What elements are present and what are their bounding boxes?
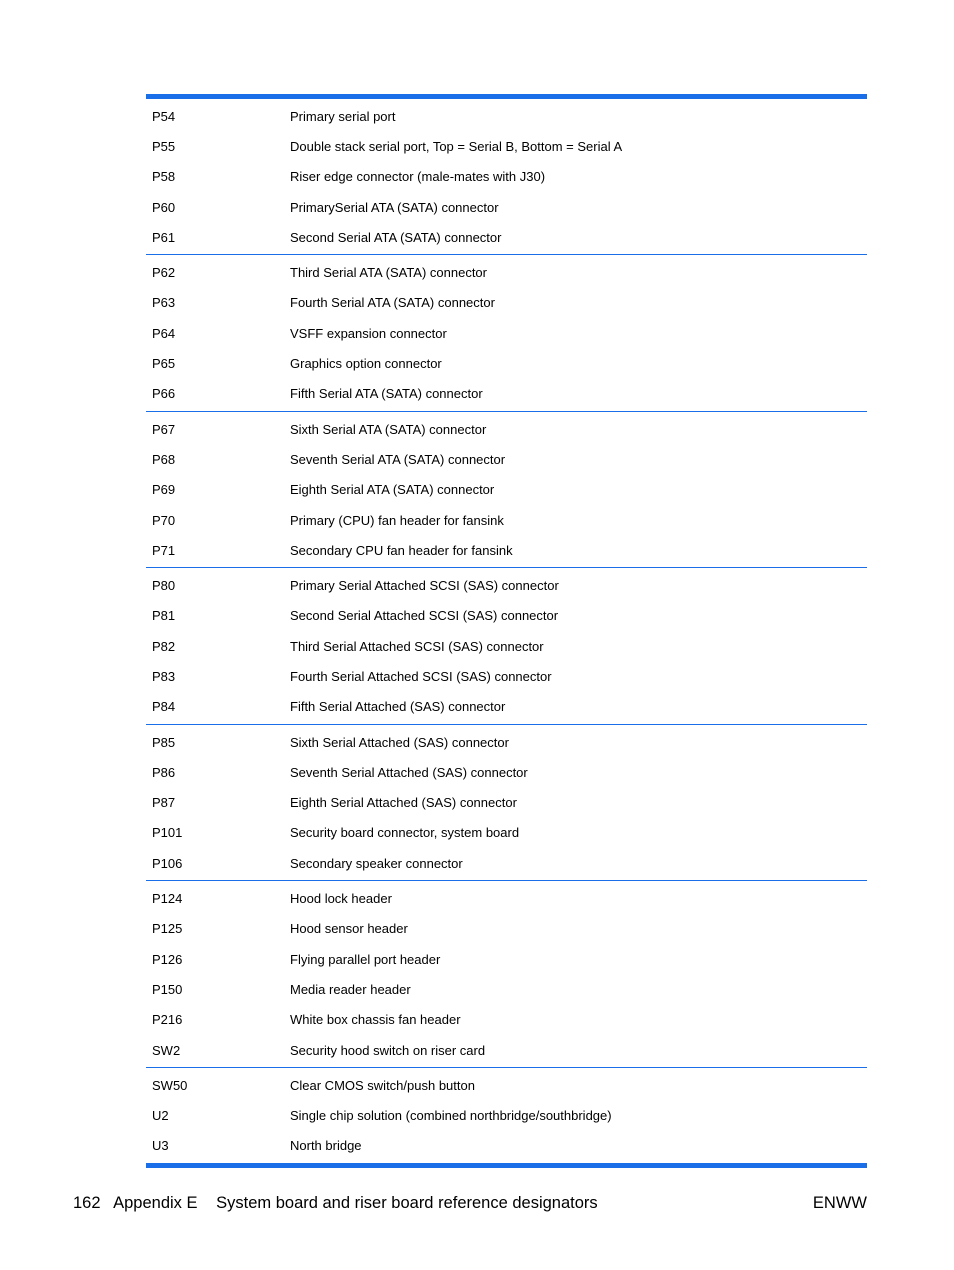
description-cell: North bridge xyxy=(290,1138,362,1154)
table-row xyxy=(146,848,867,878)
description-cell: Hood lock header xyxy=(290,891,392,907)
table-row-group xyxy=(146,880,867,1067)
table-row xyxy=(146,692,867,722)
table-row xyxy=(146,131,867,161)
designator-cell: P69 xyxy=(152,482,176,498)
description-cell: White box chassis fan header xyxy=(290,1012,461,1028)
table-row xyxy=(146,1101,867,1131)
table-row xyxy=(146,535,867,565)
designator-cell: P83 xyxy=(152,668,176,684)
description-cell: Seventh Serial Attached (SAS) connector xyxy=(290,764,528,780)
table-row-group xyxy=(146,724,867,880)
designator-cell: P67 xyxy=(152,421,176,437)
footer-title: System board and riser board reference designators xyxy=(216,1193,598,1212)
description-cell: Eighth Serial ATA (SATA) connector xyxy=(290,482,495,498)
description-cell: Fifth Serial ATA (SATA) connector xyxy=(290,386,483,402)
table-row xyxy=(146,818,867,848)
table-row xyxy=(146,1131,867,1161)
description-cell: Third Serial Attached SCSI (SAS) connector xyxy=(290,638,544,654)
description-cell: Primary serial port xyxy=(290,108,396,124)
table-row xyxy=(146,661,867,691)
designator-cell: P85 xyxy=(152,734,176,750)
description-cell: Fifth Serial Attached (SAS) connector xyxy=(290,699,506,715)
table-row-group xyxy=(146,411,867,567)
designator-cell: P101 xyxy=(152,825,183,841)
table-row xyxy=(146,444,867,474)
table-row xyxy=(146,727,867,757)
description-cell: Fourth Serial Attached SCSI (SAS) connector xyxy=(290,668,552,684)
designator-cell: P81 xyxy=(152,608,176,624)
description-cell: Riser edge connector (male-mates with J30) xyxy=(290,169,546,185)
designator-cell: P64 xyxy=(152,325,176,341)
designator-cell: P150 xyxy=(152,981,183,997)
description-cell: Media reader header xyxy=(290,981,411,997)
table-row xyxy=(146,162,867,192)
table-row xyxy=(146,318,867,348)
table-row xyxy=(146,414,867,444)
table-row xyxy=(146,974,867,1004)
description-cell: Flying parallel port header xyxy=(290,951,441,967)
description-cell: Fourth Serial ATA (SATA) connector xyxy=(290,295,495,311)
table-row xyxy=(146,505,867,535)
description-cell: Hood sensor header xyxy=(290,921,408,937)
table-row xyxy=(146,788,867,818)
footer-right-label: ENWW xyxy=(812,1193,867,1212)
table-row xyxy=(146,631,867,661)
designator-cell: P124 xyxy=(152,891,183,907)
designator-cell: P60 xyxy=(152,199,176,215)
description-cell: Secondary CPU fan header for fansink xyxy=(290,542,513,558)
table-row xyxy=(146,379,867,409)
designator-cell: P80 xyxy=(152,578,176,594)
description-cell: Sixth Serial Attached (SAS) connector xyxy=(290,734,509,750)
description-cell: PrimarySerial ATA (SATA) connector xyxy=(290,199,499,215)
designator-cell: P62 xyxy=(152,265,176,281)
table-row xyxy=(146,475,867,505)
table-row xyxy=(146,348,867,378)
table-row xyxy=(146,1070,867,1100)
table-row xyxy=(146,883,867,913)
designator-cell: P68 xyxy=(152,451,176,467)
table-row xyxy=(146,222,867,252)
designator-cell: P55 xyxy=(152,138,176,154)
designator-cell: P84 xyxy=(152,699,176,715)
footer-left xyxy=(73,1194,598,1213)
page-number: 162 xyxy=(73,1193,101,1212)
designator-cell: P54 xyxy=(152,108,176,124)
designator-cell: P63 xyxy=(152,295,176,311)
footer-section: Appendix E xyxy=(113,1193,198,1212)
description-cell: Clear CMOS switch/push button xyxy=(290,1077,475,1093)
table-row xyxy=(146,570,867,600)
description-cell: Second Serial Attached SCSI (SAS) connector xyxy=(290,608,559,624)
description-cell: Seventh Serial ATA (SATA) connector xyxy=(290,451,506,467)
table-row xyxy=(146,101,867,131)
page-footer xyxy=(73,1191,867,1215)
table-row xyxy=(146,914,867,944)
reference-designator-table xyxy=(146,94,867,1168)
designator-cell: P86 xyxy=(152,764,176,780)
table-row-group xyxy=(146,254,867,410)
designator-cell: P58 xyxy=(152,169,176,185)
designator-cell: P61 xyxy=(152,229,176,245)
designator-cell: SW2 xyxy=(152,1042,181,1058)
description-cell: Security board connector, system board xyxy=(290,825,520,841)
table-row-group xyxy=(146,1067,867,1163)
designator-cell: P71 xyxy=(152,542,176,558)
table-row xyxy=(146,757,867,787)
designator-cell: P87 xyxy=(152,795,176,811)
designator-cell: P66 xyxy=(152,386,176,402)
table-row xyxy=(146,944,867,974)
description-cell: Eighth Serial Attached (SAS) connector xyxy=(290,795,517,811)
designator-cell: P70 xyxy=(152,512,176,528)
designator-cell: SW50 xyxy=(152,1077,188,1093)
table-row xyxy=(146,1005,867,1035)
description-cell: Single chip solution (combined northbridge/southbridge) xyxy=(290,1108,612,1124)
table-row-group xyxy=(146,99,867,254)
table-row xyxy=(146,257,867,287)
designator-cell: U2 xyxy=(152,1108,169,1124)
description-cell: Double stack serial port, Top = Serial B, Bottom = Serial A xyxy=(290,138,623,154)
designator-cell: P126 xyxy=(152,951,183,967)
designator-cell: P82 xyxy=(152,638,176,654)
designator-cell: P65 xyxy=(152,356,176,372)
table-row-group xyxy=(146,567,867,723)
designator-cell: U3 xyxy=(152,1138,169,1154)
designator-cell: P106 xyxy=(152,855,183,871)
description-cell: Security hood switch on riser card xyxy=(290,1042,486,1058)
description-cell: Second Serial ATA (SATA) connector xyxy=(290,229,502,245)
designator-cell: P216 xyxy=(152,1012,183,1028)
description-cell: Primary Serial Attached SCSI (SAS) connector xyxy=(290,578,559,594)
description-cell: Sixth Serial ATA (SATA) connector xyxy=(290,421,487,437)
description-cell: Primary (CPU) fan header for fansink xyxy=(290,512,504,528)
description-cell: VSFF expansion connector xyxy=(290,325,447,341)
table-row xyxy=(146,601,867,631)
table-row xyxy=(146,192,867,222)
table-row xyxy=(146,1035,867,1065)
table-row xyxy=(146,288,867,318)
description-cell: Third Serial ATA (SATA) connector xyxy=(290,265,487,281)
designator-cell: P125 xyxy=(152,921,183,937)
description-cell: Graphics option connector xyxy=(290,356,442,372)
description-cell: Secondary speaker connector xyxy=(290,855,463,871)
